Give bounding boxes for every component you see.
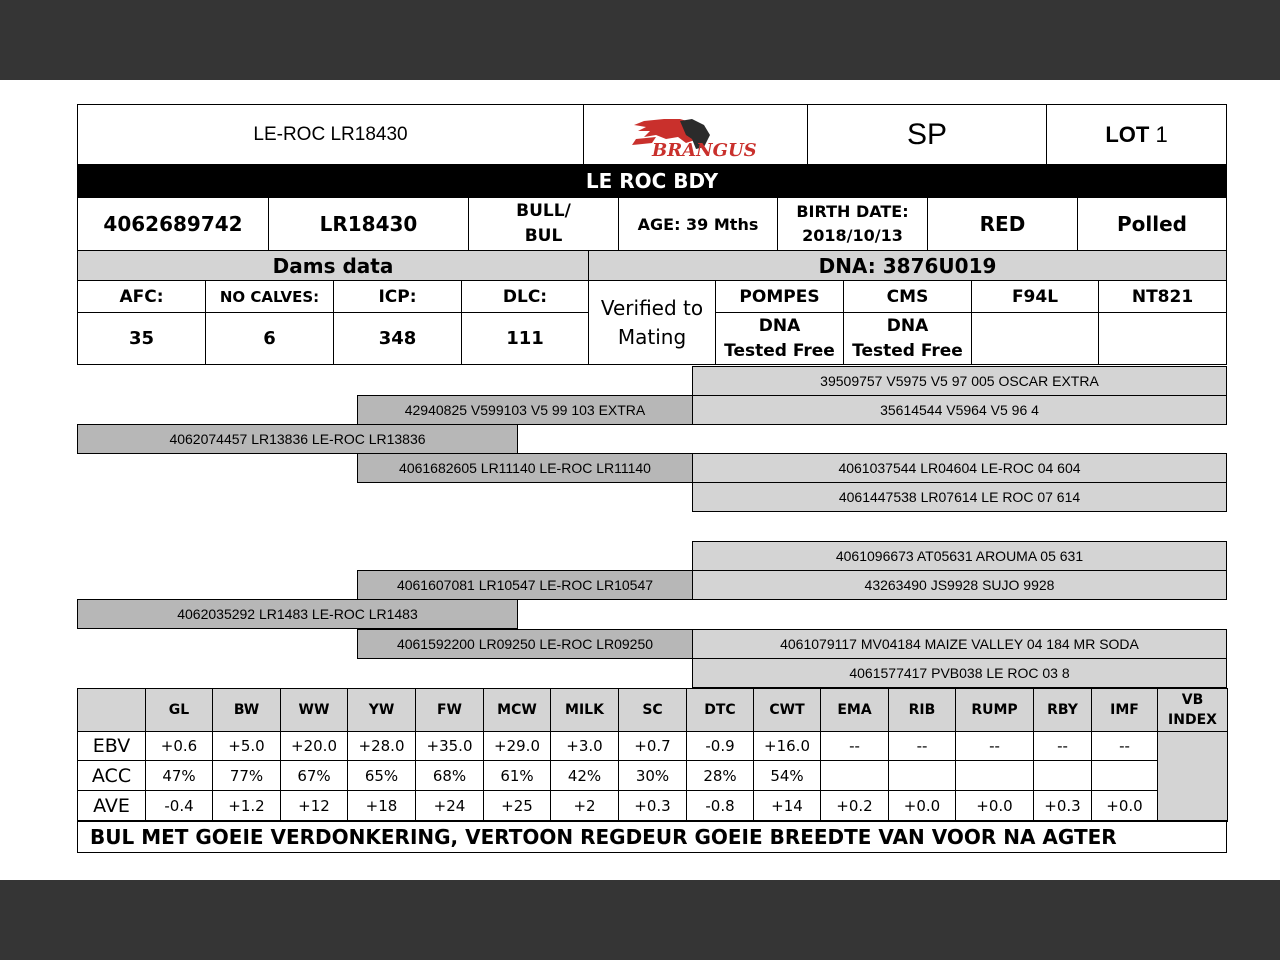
pedigree-sire-sire-sire: 39509757 V5975 V5 97 005 OSCAR EXTRA <box>692 366 1227 396</box>
dna-header-nt821: NT821 <box>1098 280 1227 313</box>
ebv-cell: +20.0 <box>280 731 348 761</box>
ebv-cell: +28.0 <box>347 731 416 761</box>
verified-to-mating <box>588 280 716 365</box>
ebv-header-vb-index <box>1157 688 1228 732</box>
comment: BUL MET GOEIE VERDONKERING, VERTOON REGDEUR GOEIE BREEDTE VAN VOOR NA AGTER <box>77 820 1227 853</box>
dams-data-title: Dams data <box>77 250 589 281</box>
vb-index-value <box>1157 731 1228 822</box>
brangus-logo <box>583 104 808 165</box>
animal-id: 4062689742 <box>77 197 269 251</box>
ebv-cell: 54% <box>753 760 821 791</box>
dna-result-line-2: Tested Free <box>852 340 963 361</box>
ebv-cell: -- <box>955 731 1034 761</box>
ebv-header-ww: WW <box>280 688 348 732</box>
logo-text: BRANGUS <box>651 139 757 161</box>
ebv-cell: +0.7 <box>618 731 687 761</box>
ebv-cell: +12 <box>280 790 348 822</box>
ebv-cell: +0.0 <box>955 790 1034 822</box>
bottom-frame-bar <box>0 880 1280 960</box>
ebv-cell: -- <box>820 731 889 761</box>
ebv-header-imf: IMF <box>1091 688 1158 732</box>
ebv-header-rump: RUMP <box>955 688 1034 732</box>
dams-header-afc: AFC: <box>77 280 206 313</box>
dams-header-dlc: DLC: <box>461 280 589 313</box>
top-frame-bar <box>0 0 1280 80</box>
ebv-header-dtc: DTC <box>686 688 754 732</box>
ebv-header-gl: GL <box>145 688 213 732</box>
dams-value-no-calves: 6 <box>205 312 334 365</box>
ebv-header-cwt: CWT <box>753 688 821 732</box>
dna-header-cms: CMS <box>843 280 972 313</box>
pedigree-sire-dam-sire: 4061037544 LR04604 LE-ROC 04 604 <box>692 453 1227 483</box>
pedigree-dam-sire-dam: 43263490 JS9928 SUJO 9928 <box>692 570 1227 600</box>
dna-result-line-1: DNA <box>758 315 801 336</box>
vb-index-line-2: INDEX <box>1168 712 1217 728</box>
ebv-header-fw: FW <box>415 688 484 732</box>
verified-line-2: Mating <box>617 324 687 349</box>
ebv-cell: +16.0 <box>753 731 821 761</box>
ebv-row-label-acc: ACC <box>77 760 146 791</box>
ebv-cell: 47% <box>145 760 213 791</box>
ebv-cell <box>1091 760 1158 791</box>
dams-value-dlc: 111 <box>461 312 589 365</box>
animal-code: LR18430 <box>268 197 469 251</box>
ebv-cell: 67% <box>280 760 348 791</box>
dna-header-f94l: F94L <box>971 280 1099 313</box>
dna-title: DNA: 3876U019 <box>588 250 1227 281</box>
animal-color: RED <box>927 197 1078 251</box>
dna-result-nt821 <box>1098 312 1227 365</box>
ebv-cell: 65% <box>347 760 416 791</box>
ebv-header-bw: BW <box>212 688 281 732</box>
dams-header-no-calves: NO CALVES: <box>205 280 334 313</box>
pedigree-sire-dam-dam: 4061447538 LR07614 LE ROC 07 614 <box>692 482 1227 512</box>
ebv-cell: +24 <box>415 790 484 822</box>
ebv-cell: +25 <box>483 790 551 822</box>
sex-cell <box>468 197 619 251</box>
ebv-cell: +29.0 <box>483 731 551 761</box>
lot-label: LOT <box>1105 121 1150 147</box>
ebv-cell: +1.2 <box>212 790 281 822</box>
pedigree-dam-dam: 4061592200 LR09250 LE-ROC LR09250 <box>357 629 693 659</box>
animal-name: LE ROC BDY <box>77 164 1227 198</box>
pedigree-dam-dam-dam: 4061577417 PVB038 LE ROC 03 8 <box>692 658 1227 688</box>
ebv-cell: -0.4 <box>145 790 213 822</box>
ebv-cell: +18 <box>347 790 416 822</box>
birth-date-cell <box>777 197 928 251</box>
ebv-header-rby: RBY <box>1033 688 1092 732</box>
ebv-header-yw: YW <box>347 688 416 732</box>
pedigree-dam: 4062035292 LR1483 LE-ROC LR1483 <box>77 599 518 629</box>
ebv-cell: 68% <box>415 760 484 791</box>
verified-line-1: Verified to <box>600 295 704 320</box>
pedigree-sire-dam: 4061682605 LR11140 LE-ROC LR11140 <box>357 453 693 483</box>
dna-header-pompes: POMPES <box>715 280 844 313</box>
dna-result-pompes <box>715 312 844 365</box>
dna-result-line-2: Tested Free <box>724 340 835 361</box>
ebv-cell: +0.6 <box>145 731 213 761</box>
sex-line-1: BULL/ <box>516 201 571 221</box>
ebv-header-rib: RIB <box>888 688 956 732</box>
dna-result-line-1: DNA <box>886 315 929 336</box>
sex-line-2: BUL <box>524 226 563 246</box>
ebv-cell: +14 <box>753 790 821 822</box>
pedigree-sire-sire-dam: 35614544 V5964 V5 96 4 <box>692 395 1227 425</box>
ebv-cell <box>1033 760 1092 791</box>
dams-header-icp: ICP: <box>333 280 462 313</box>
registration-name: LE-ROC LR18430 <box>77 104 584 165</box>
ebv-header-milk: MILK <box>550 688 619 732</box>
ebv-cell: 61% <box>483 760 551 791</box>
ebv-corner-cell <box>77 688 146 732</box>
ebv-cell: -- <box>888 731 956 761</box>
ebv-row-label-ave: AVE <box>77 790 146 822</box>
ebv-cell <box>888 760 956 791</box>
ebv-cell: +0.3 <box>618 790 687 822</box>
ebv-cell: 77% <box>212 760 281 791</box>
ebv-header-sc: SC <box>618 688 687 732</box>
age: AGE: 39 Mths <box>618 197 778 251</box>
ebv-cell: +0.3 <box>1033 790 1092 822</box>
ebv-cell: -0.9 <box>686 731 754 761</box>
birth-date: 2018/10/13 <box>802 226 903 245</box>
ebv-header-ema: EMA <box>820 688 889 732</box>
birth-date-label: BIRTH DATE: <box>796 202 909 221</box>
ebv-cell: +35.0 <box>415 731 484 761</box>
ebv-cell: +0.0 <box>888 790 956 822</box>
pedigree-sire: 4062074457 LR13836 LE-ROC LR13836 <box>77 424 518 454</box>
pedigree-dam-sire-sire: 4061096673 AT05631 AROUMA 05 631 <box>692 541 1227 571</box>
dna-result-f94l <box>971 312 1099 365</box>
ebv-cell: +2 <box>550 790 619 822</box>
pedigree-sire-sire: 42940825 V599103 V5 99 103 EXTRA <box>357 395 693 425</box>
ebv-cell: -- <box>1091 731 1158 761</box>
vb-index-line-1: VB <box>1181 692 1204 708</box>
ebv-cell <box>955 760 1034 791</box>
ebv-row-label-ebv: EBV <box>77 731 146 761</box>
ebv-cell: 30% <box>618 760 687 791</box>
ebv-cell: -- <box>1033 731 1092 761</box>
dams-value-icp: 348 <box>333 312 462 365</box>
pedigree-dam-dam-sire: 4061079117 MV04184 MAIZE VALLEY 04 184 MR SODA <box>692 629 1227 659</box>
ebv-cell: +5.0 <box>212 731 281 761</box>
ebv-header-mcw: MCW <box>483 688 551 732</box>
lot-cell <box>1046 104 1227 165</box>
lot-number: 1 <box>1155 121 1168 147</box>
horn-status: Polled <box>1077 197 1227 251</box>
ebv-cell: 28% <box>686 760 754 791</box>
ebv-cell <box>820 760 889 791</box>
grade-label: SP <box>807 104 1047 165</box>
dna-result-cms <box>843 312 972 365</box>
dams-value-afc: 35 <box>77 312 206 365</box>
ebv-cell: +0.0 <box>1091 790 1158 822</box>
pedigree-dam-sire: 4061607081 LR10547 LE-ROC LR10547 <box>357 570 693 600</box>
ebv-cell: -0.8 <box>686 790 754 822</box>
ebv-cell: 42% <box>550 760 619 791</box>
ebv-cell: +3.0 <box>550 731 619 761</box>
bull-logo-icon <box>616 109 776 161</box>
ebv-cell: +0.2 <box>820 790 889 822</box>
